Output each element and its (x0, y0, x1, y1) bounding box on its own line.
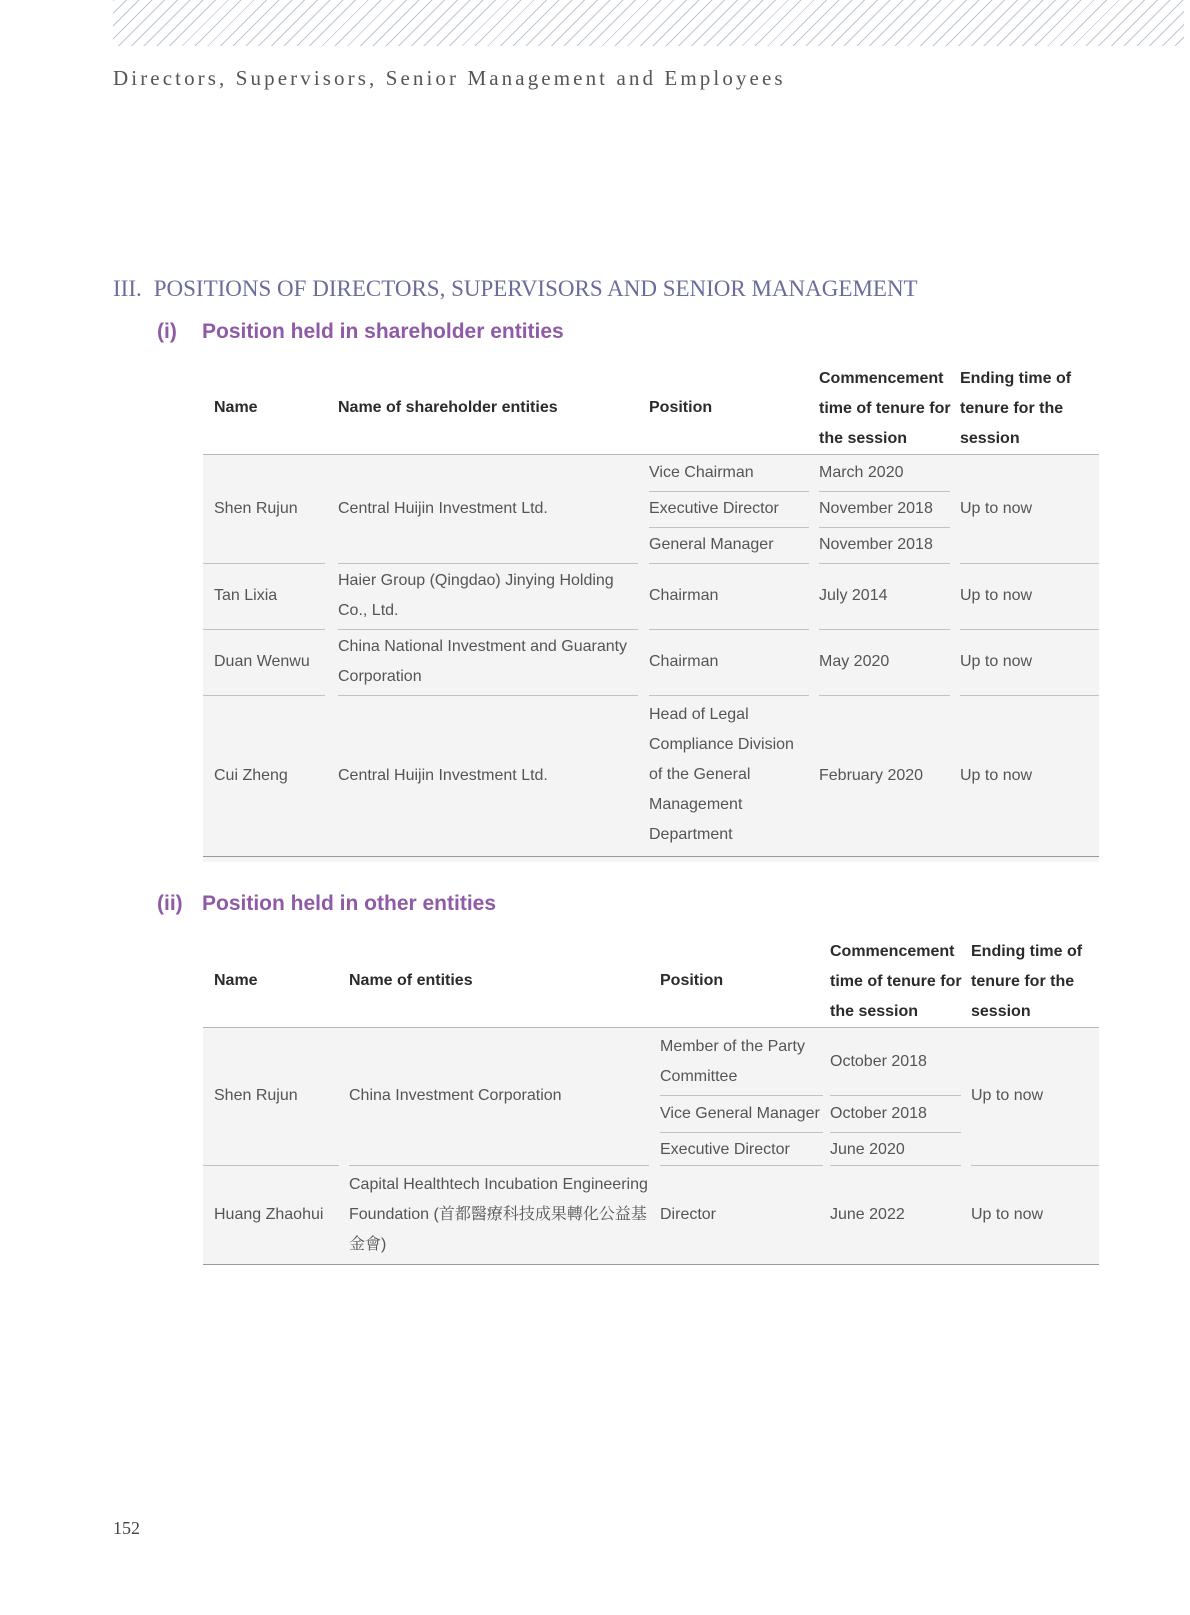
row-divider (819, 527, 950, 528)
table-bottom-rule (203, 856, 1099, 857)
column-header-entity: Name of entities (349, 972, 473, 989)
cell-entity: Central Huijin Investment Ltd. (338, 767, 548, 784)
cell-ending: Up to now (960, 767, 1033, 784)
row-divider (649, 527, 809, 528)
cell-entity: Capital Healthtech Incubation Engineering Foundation (首都醫療科技成果轉化公益基金會) (349, 1176, 648, 1253)
column-header-commencement: Commencement time of tenure for the session (830, 943, 962, 1020)
cell-commencement: February 2020 (819, 767, 924, 784)
row-divider (660, 1095, 823, 1096)
cell-commencement: October 2018 (830, 1105, 927, 1122)
cell-position: Executive Director (660, 1141, 790, 1158)
table-header-row (203, 362, 1099, 455)
cell-commencement: November 2018 (819, 500, 933, 517)
cell-entity: China National Investment and Guaranty Corporation (338, 638, 628, 685)
column-header-ending: Ending time of tenure for the session (971, 943, 1083, 1020)
cell-position: Director (660, 1206, 717, 1223)
cell-entity: China Investment Corporation (349, 1087, 562, 1104)
subsection-number: (ii) (157, 892, 183, 915)
page-number: 152 (113, 1518, 140, 1538)
cell-commencement: March 2020 (819, 464, 904, 481)
cell-entity: Haier Group (Qingdao) Jinying Holding Co., Ltd. (338, 572, 614, 619)
column-header-entity: Name of shareholder entities (338, 399, 558, 416)
cell-name: Shen Rujun (214, 499, 298, 517)
row-divider (819, 491, 950, 492)
cell-position: Head of Legal Compliance Division of the General Management Department (649, 706, 794, 843)
table-bottom-rule (203, 1264, 1099, 1265)
cell-name: Cui Zheng (214, 767, 288, 784)
section-title-text: POSITIONS OF DIRECTORS, SUPERVISORS AND SENIOR MANAGEMENT (153, 276, 918, 301)
cell-name: Shen Rujun (214, 1087, 298, 1104)
cell-ending: Up to now (971, 1087, 1044, 1104)
cell-commencement: June 2020 (830, 1141, 905, 1158)
subsection-title-other (157, 892, 496, 916)
cell-position: Chairman (649, 587, 719, 604)
row-divider (830, 1095, 961, 1096)
other-positions-table (203, 935, 1099, 1275)
table-header-row (203, 935, 1099, 1028)
shareholder-positions-table (203, 362, 1099, 862)
cell-name: Huang Zhaohui (214, 1206, 324, 1223)
column-header-commencement: Commencement time of tenure for the session (819, 370, 951, 447)
cell-entity: Central Huijin Investment Ltd. (338, 499, 548, 517)
section-title (113, 276, 918, 302)
column-header-position: Position (660, 972, 724, 989)
column-header-name: Name (214, 972, 258, 989)
cell-commencement: October 2018 (830, 1053, 927, 1070)
running-header: Directors, Supervisors, Senior Management and Employees (113, 66, 786, 90)
cell-ending: Up to now (960, 587, 1033, 604)
subsection-number: (i) (157, 320, 177, 343)
subsection-title-text: Position held in other entities (202, 892, 497, 915)
cell-position: Chairman (649, 653, 719, 670)
cell-position: Executive Director (649, 500, 779, 517)
subsection-title-shareholder (157, 320, 564, 344)
cell-ending: Up to now (960, 653, 1033, 670)
cell-commencement: June 2022 (830, 1206, 905, 1223)
decorative-hatch-band (113, 0, 1184, 46)
column-header-name: Name (214, 399, 258, 416)
section-number: III. (113, 276, 142, 301)
cell-position: Vice Chairman (649, 464, 754, 481)
cell-name: Tan Lixia (214, 587, 278, 604)
column-header-ending: Ending time of tenure for the session (960, 370, 1072, 447)
cell-position: Vice General Manager (660, 1105, 820, 1122)
row-divider (660, 1132, 823, 1133)
cell-commencement: November 2018 (819, 536, 933, 553)
cell-commencement: May 2020 (819, 653, 890, 670)
cell-ending: Up to now (960, 499, 1033, 517)
column-header-position: Position (649, 399, 713, 416)
subsection-title-text: Position held in shareholder entities (202, 320, 564, 343)
row-divider (830, 1132, 961, 1133)
cell-position: Member of the Party Committee (660, 1038, 805, 1085)
cell-ending: Up to now (971, 1206, 1044, 1223)
cell-name: Duan Wenwu (214, 653, 310, 670)
cell-commencement: July 2014 (819, 587, 888, 604)
row-divider (649, 695, 809, 696)
cell-position: General Manager (649, 536, 774, 553)
row-divider (649, 491, 809, 492)
